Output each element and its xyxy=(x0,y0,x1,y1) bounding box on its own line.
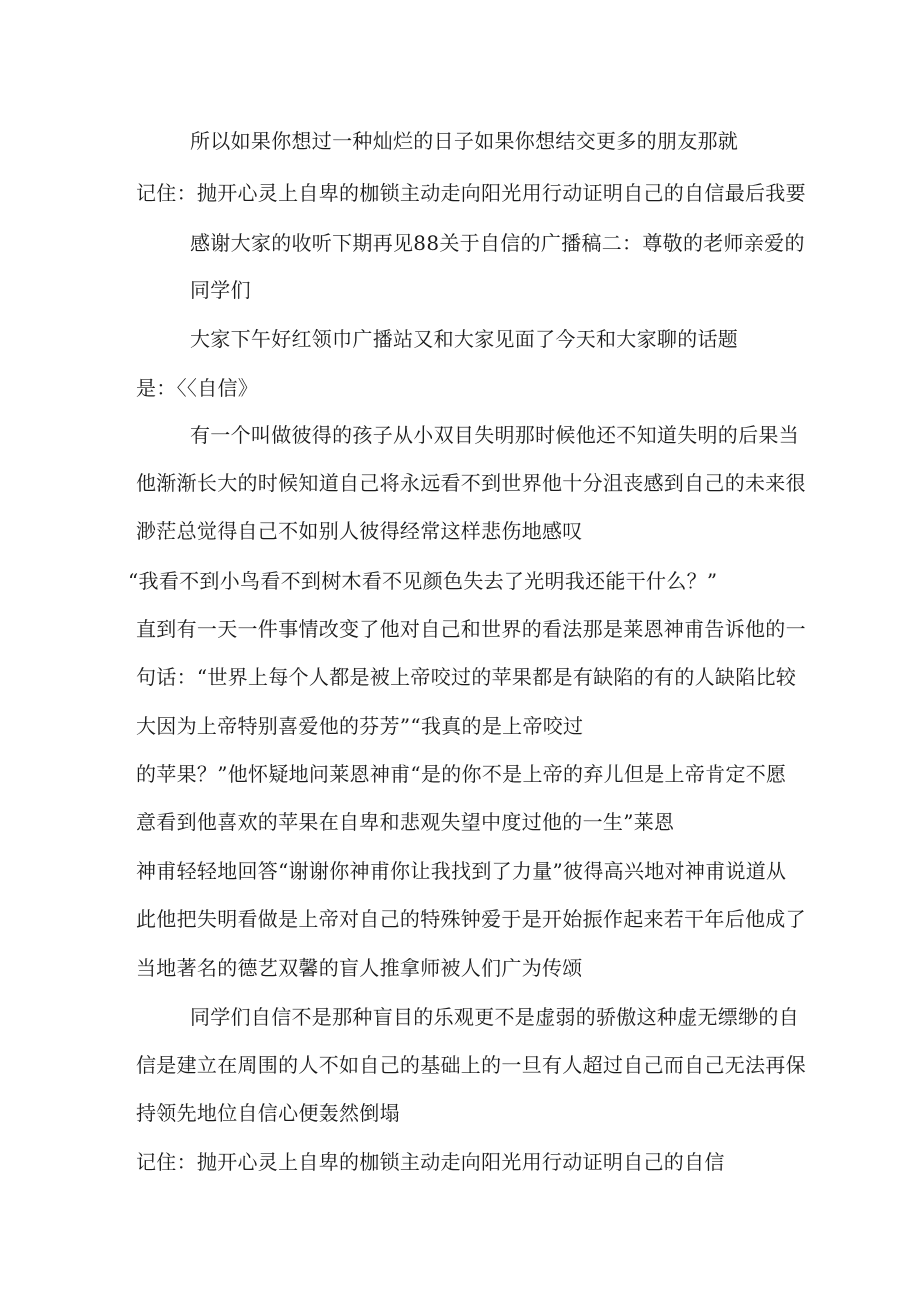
text-line: 他渐渐长大的时候知道自己将永远看不到世界他十分沮丧感到自己的未来很 xyxy=(136,471,806,495)
text-line: 同学们 xyxy=(190,278,251,302)
text-line: 所以如果你想过一种灿烂的日子如果你想结交更多的朋友那就 xyxy=(190,129,739,153)
text-line: 句话：“世界上每个人都是被上帝咬过的苹果都是有缺陷的有的人缺陷比较 xyxy=(136,665,797,689)
text-line: 当地著名的德艺双馨的盲人推拿师被人们广为传颂 xyxy=(136,956,583,980)
text-line: 直到有一天一件事情改变了他对自己和世界的看法那是莱恩神甫告诉他的一 xyxy=(136,617,806,641)
text-line: 神甫轻轻地回答“谢谢你神甫你让我找到了力量”彼得高兴地对神甫说道从 xyxy=(136,859,787,883)
text-line: “我看不到小鸟看不到树木看不见颜色失去了光明我还能干什么？” xyxy=(128,569,718,593)
text-line: 有一个叫做彼得的孩子从小双目失明那时候他还不知道失明的后果当 xyxy=(190,423,799,447)
text-line: 信是建立在周围的人不如自己的基础上的一旦有人超过自己而自己无法再保 xyxy=(136,1053,806,1077)
text-line: 感谢大家的收听下期再见88关于自信的广播稿二：尊敬的老师亲爱的 xyxy=(190,231,805,255)
text-line: 大因为上帝特别喜爱他的芬芳”“我真的是上帝咬过 xyxy=(136,714,584,738)
text-line: 大家下午好红领巾广播站又和大家见面了今天和大家聊的话题 xyxy=(190,327,739,351)
text-line: 记住：抛开心灵上自卑的枷锁主动走向阳光用行动证明自己的自信最后我要 xyxy=(136,181,806,205)
text-line: 此他把失明看做是上帝对自己的特殊钟爱于是开始振作起来若干年后他成了 xyxy=(136,907,806,931)
text-line: 持领先地位自信心便轰然倒塌 xyxy=(136,1101,400,1125)
text-line: 记住：抛开心灵上自卑的枷锁主动走向阳光用行动证明自己的自信 xyxy=(136,1150,725,1174)
text-line: 渺茫总觉得自己不如别人彼得经常这样悲伤地感叹 xyxy=(136,519,583,543)
text-line: 是：〈〈自信》 xyxy=(136,376,259,400)
text-line: 同学们自信不是那种盲目的乐观更不是虚弱的骄傲这种虚无缥缈的自 xyxy=(190,1005,799,1029)
text-line: 意看到他喜欢的苹果在自卑和悲观失望中度过他的一生”莱恩 xyxy=(136,810,675,834)
text-line: 的苹果？”他怀疑地问莱恩神甫“是的你不是上帝的弃儿但是上帝肯定不愿 xyxy=(136,762,787,786)
